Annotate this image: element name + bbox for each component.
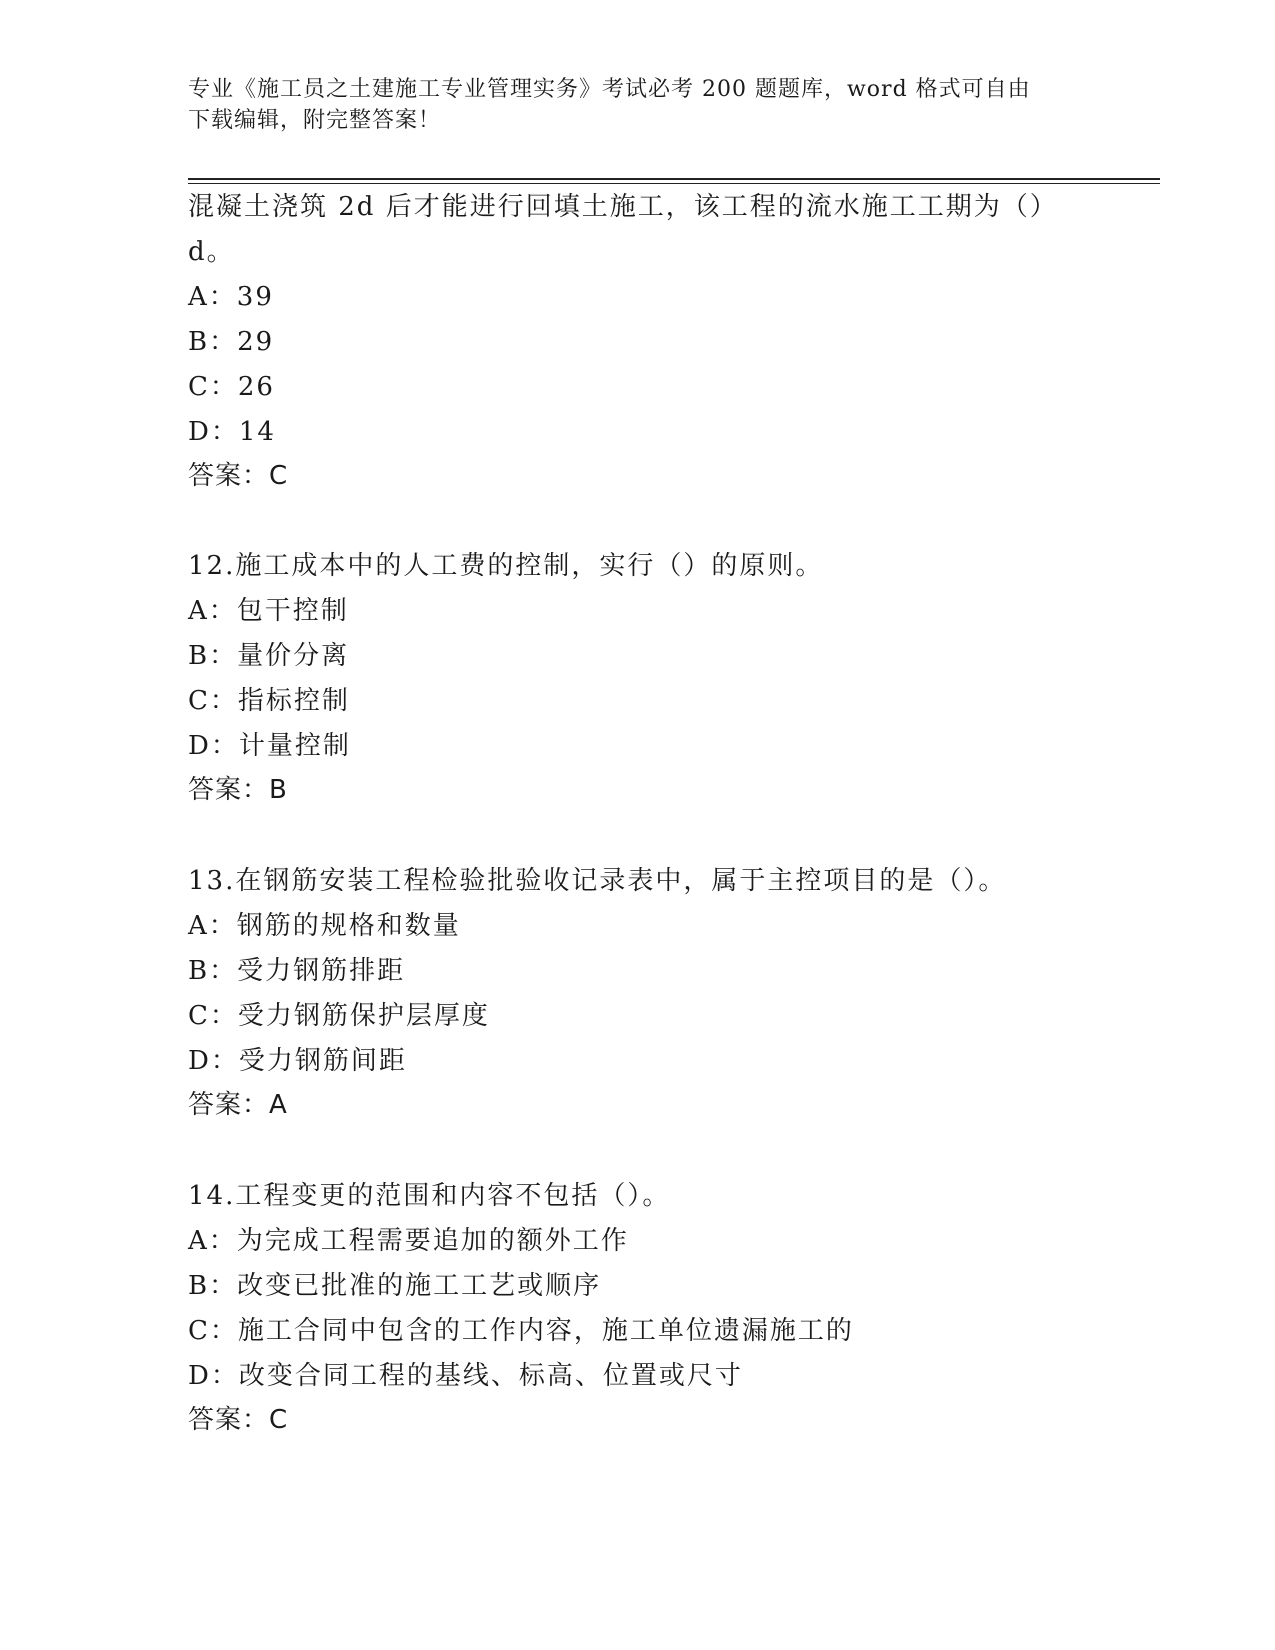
question-12-option-c: C：指标控制 — [188, 686, 350, 716]
question-11-option-d: D：14 — [188, 417, 276, 447]
question-14-answer: 答案：C — [188, 1405, 289, 1435]
header-divider-thin — [188, 183, 1160, 184]
question-11-option-c: C：26 — [188, 372, 275, 402]
header-line-2: 下载编辑，附完整答案！ — [188, 108, 442, 133]
question-12-option-a: A：包干控制 — [188, 596, 349, 626]
question-13-option-a: A：钢筋的规格和数量 — [188, 911, 461, 941]
header-line-1: 专业《施工员之土建施工专业管理实务》考试必考 200 题题库，word 格式可自由 — [188, 77, 1031, 102]
question-14-stem: 14.工程变更的范围和内容不包括（）。 — [188, 1181, 671, 1211]
question-13-option-d: D：受力钢筋间距 — [188, 1046, 407, 1076]
question-13-option-b: B：受力钢筋排距 — [188, 956, 406, 986]
question-14-option-b: B：改变已批准的施工工艺或顺序 — [188, 1271, 602, 1301]
question-13-answer: 答案：A — [188, 1090, 288, 1120]
question-13-option-c: C：受力钢筋保护层厚度 — [188, 1001, 490, 1031]
question-11-stem-line-1: 混凝土浇筑 2d 后才能进行回填土施工，该工程的流水施工工期为（） — [188, 192, 1058, 222]
question-12-option-b: B：量价分离 — [188, 641, 350, 671]
question-12-option-d: D：计量控制 — [188, 731, 351, 761]
question-11-answer: 答案：C — [188, 461, 289, 491]
document-header — [188, 74, 1068, 136]
question-13-stem: 13.在钢筋安装工程检验批验收记录表中，属于主控项目的是（）。 — [188, 866, 1007, 896]
question-12-stem: 12.施工成本中的人工费的控制，实行（）的原则。 — [188, 551, 824, 581]
question-14-option-d: D：改变合同工程的基线、标高、位置或尺寸 — [188, 1361, 743, 1391]
question-14-option-c: C：施工合同中包含的工作内容，施工单位遗漏施工的 — [188, 1316, 854, 1346]
question-11-option-a: A：39 — [188, 282, 274, 312]
question-11-stem-line-2: d。 — [188, 237, 235, 267]
question-11-option-b: B：29 — [188, 327, 275, 357]
question-12-answer: 答案：B — [188, 775, 288, 805]
question-14-option-a: A：为完成工程需要追加的额外工作 — [188, 1226, 629, 1256]
header-divider-thick — [188, 178, 1160, 180]
